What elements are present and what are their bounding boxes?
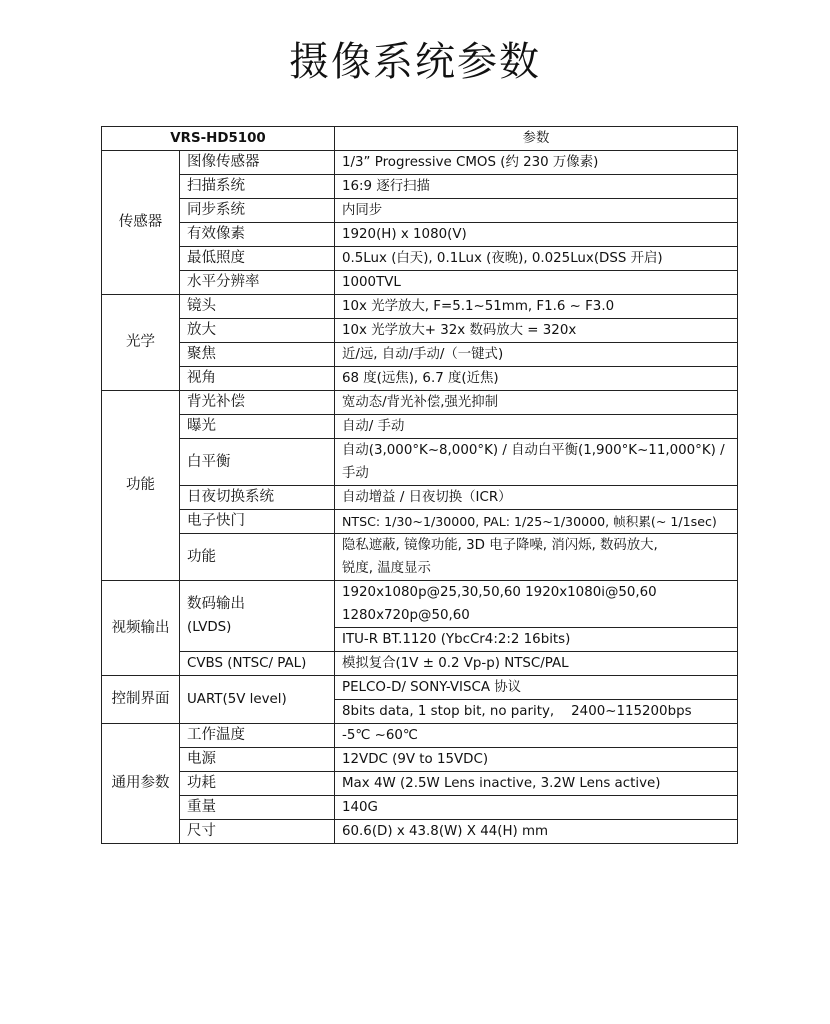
group-function: 功能	[102, 391, 180, 581]
table-row	[102, 391, 738, 415]
row-label: UART(5V level)	[180, 676, 335, 724]
row-label: 功耗	[180, 772, 335, 796]
row-label: 聚焦	[180, 343, 335, 367]
row-value: -5℃ ~60℃	[335, 724, 738, 748]
table-row	[102, 796, 738, 820]
row-value: 1920(H) x 1080(V)	[335, 223, 738, 247]
row-value: ITU-R BT.1120 (YbcCr4:2:2 16bits)	[335, 628, 738, 652]
table-row	[102, 676, 738, 700]
header-row	[102, 127, 738, 151]
row-value: 8bits data, 1 stop bit, no parity, 2400~115200bps	[335, 700, 738, 724]
row-value: 1000TVL	[335, 271, 738, 295]
row-label: 有效像素	[180, 223, 335, 247]
row-label: 工作温度	[180, 724, 335, 748]
row-value: 10x 光学放大+ 32x 数码放大 = 320x	[335, 319, 738, 343]
page-title: 摄像系统参数	[289, 39, 541, 85]
table-row	[102, 175, 738, 199]
row-label: 重量	[180, 796, 335, 820]
table-row	[102, 486, 738, 510]
row-label: 图像传感器	[180, 151, 335, 175]
row-label: 尺寸	[180, 820, 335, 844]
row-value: 140G	[335, 796, 738, 820]
row-value: 宽动态/背光补偿,强光抑制	[335, 391, 738, 415]
row-label: 电源	[180, 748, 335, 772]
row-value	[335, 439, 738, 486]
group-optics: 光学	[102, 295, 180, 391]
table-row	[102, 534, 738, 581]
row-value: 68 度(远焦), 6.7 度(近焦)	[335, 367, 738, 391]
spec-table	[101, 126, 738, 844]
group-general: 通用参数	[102, 724, 180, 844]
row-label: 扫描系统	[180, 175, 335, 199]
group-video-output: 视频输出	[102, 581, 180, 676]
table-row	[102, 247, 738, 271]
row-value: 1920x1080p@25,30,50,60 1920x1080i@50,60	[335, 581, 738, 605]
table-row	[102, 748, 738, 772]
row-value: 1/3” Progressive CMOS (约 230 万像素)	[335, 151, 738, 175]
row-label: 放大	[180, 319, 335, 343]
header-params: 参数	[335, 127, 738, 151]
row-value: NTSC: 1/30~1/30000, PAL: 1/25~1/30000, 帧积累(~ 1/1sec)	[335, 510, 738, 534]
row-label: 日夜切换系统	[180, 486, 335, 510]
row-value: 内同步	[335, 199, 738, 223]
row-value: 近/远, 自动/手动/（一键式)	[335, 343, 738, 367]
table-row	[102, 652, 738, 676]
table-row	[102, 295, 738, 319]
row-label: 电子快门	[180, 510, 335, 534]
table-row	[102, 367, 738, 391]
row-value: 1280x720p@50,60	[335, 604, 738, 628]
group-sensor: 传感器	[102, 151, 180, 295]
row-label: 水平分辨率	[180, 271, 335, 295]
row-value: 自动/ 手动	[335, 415, 738, 439]
row-label: 白平衡	[180, 439, 335, 486]
table-row	[102, 223, 738, 247]
row-value-line: 自动(3,000°K~8,000°K) / 自动白平衡(1,900°K~11,000°K) /	[342, 443, 725, 458]
row-label: CVBS (NTSC/ PAL)	[180, 652, 335, 676]
table-row	[102, 271, 738, 295]
row-value: PELCO-D/ SONY-VISCA 协议	[335, 676, 738, 700]
row-label: 背光补偿	[180, 391, 335, 415]
table-row	[102, 151, 738, 175]
row-value: 自动增益 / 日夜切换（ICR）	[335, 486, 738, 510]
group-control: 控制界面	[102, 676, 180, 724]
row-label-line: 数码输出	[187, 596, 245, 612]
row-label: 最低照度	[180, 247, 335, 271]
row-value: 10x 光学放大, F=5.1~51mm, F1.6 ~ F3.0	[335, 295, 738, 319]
row-label: 曝光	[180, 415, 335, 439]
row-value: 模拟复合(1V ± 0.2 Vp-p) NTSC/PAL	[335, 652, 738, 676]
row-value: 12VDC (9V to 15VDC)	[335, 748, 738, 772]
row-value: 0.5Lux (白天), 0.1Lux (夜晚), 0.025Lux(DSS 开启)	[335, 247, 738, 271]
table-row	[102, 319, 738, 343]
table-row	[102, 772, 738, 796]
row-label-line: (LVDS)	[187, 620, 232, 635]
table-row	[102, 343, 738, 367]
row-label: 同步系统	[180, 199, 335, 223]
row-value: Max 4W (2.5W Lens inactive, 3.2W Lens active)	[335, 772, 738, 796]
row-label: 镜头	[180, 295, 335, 319]
row-value-line: 隐私遮蔽, 镜像功能, 3D 电子降噪, 消闪烁, 数码放大,	[342, 538, 658, 553]
table-row	[102, 581, 738, 605]
table-row	[102, 724, 738, 748]
table-row	[102, 439, 738, 486]
row-value: 60.6(D) x 43.8(W) X 44(H) mm	[335, 820, 738, 844]
row-label	[180, 581, 335, 652]
table-row	[102, 510, 738, 534]
row-label: 视角	[180, 367, 335, 391]
row-value	[335, 534, 738, 581]
row-value-line: 手动	[342, 466, 369, 481]
table-row	[102, 820, 738, 844]
row-label: 功能	[180, 534, 335, 581]
row-value: 16:9 逐行扫描	[335, 175, 738, 199]
row-value-line: 锐度, 温度显示	[342, 561, 431, 576]
table-row	[102, 415, 738, 439]
table-row	[102, 199, 738, 223]
header-model: VRS-HD5100	[102, 127, 335, 151]
